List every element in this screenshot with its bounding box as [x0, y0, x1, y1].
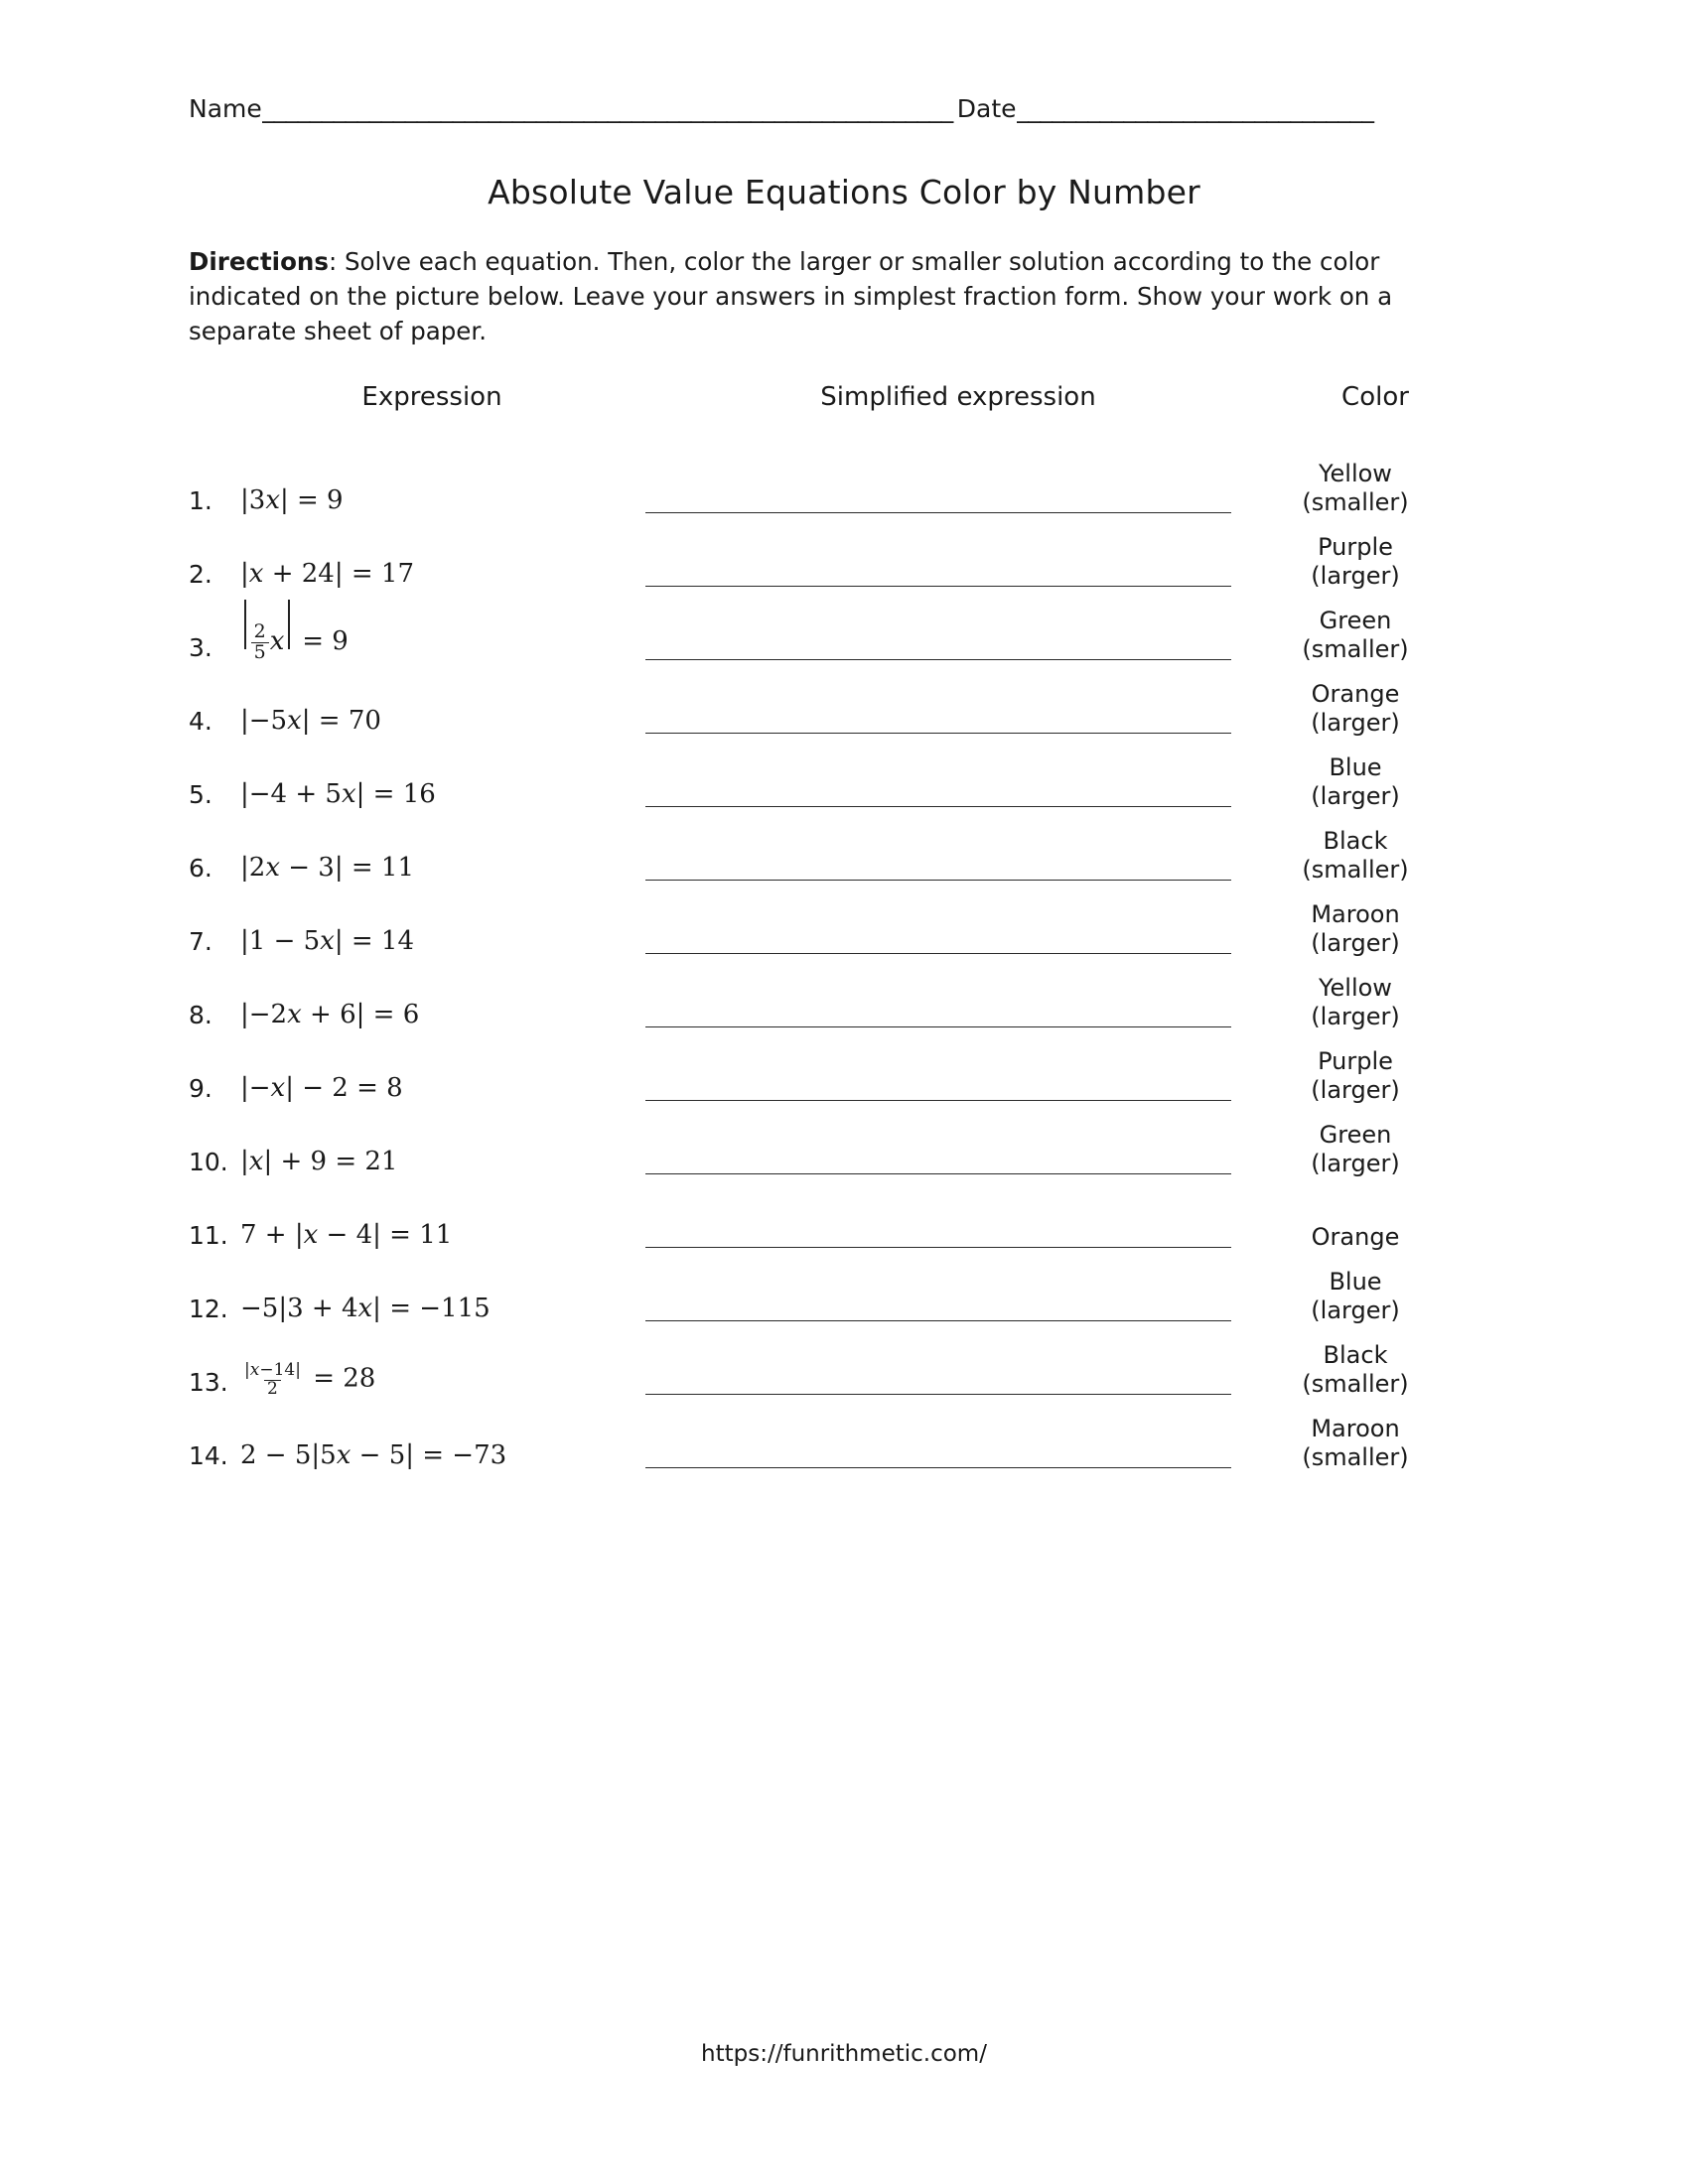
- color-name: Blue: [1329, 1267, 1382, 1296]
- problem-expression-cell: [189, 559, 635, 593]
- problem-number: 9.: [189, 1074, 212, 1104]
- column-header-color: Color: [1341, 382, 1409, 413]
- problem-equation: |x| + 9 = 21: [240, 1147, 398, 1177]
- color-solution-qualifier: (larger): [1311, 782, 1400, 811]
- color-instruction-cell: [1241, 900, 1470, 961]
- answer-blank-cell[interactable]: [635, 805, 1241, 813]
- problem-row: [189, 1107, 1499, 1180]
- color-name: Blue: [1329, 752, 1382, 781]
- problem-equation: |−5x| = 70: [240, 706, 381, 737]
- answer-blank-cell[interactable]: [635, 879, 1241, 887]
- color-instruction-cell: [1241, 974, 1470, 1034]
- page-title: Absolute Value Equations Color by Number: [488, 173, 1200, 211]
- color-name: Orange: [1311, 679, 1400, 708]
- problem-equation: |1 − 5x| = 14: [240, 926, 415, 957]
- problem-number: 13.: [189, 1368, 228, 1398]
- problem-expression-cell: [189, 1220, 635, 1254]
- color-solution-qualifier: (larger): [1311, 1150, 1400, 1178]
- answer-blank-cell[interactable]: [635, 1319, 1241, 1327]
- date-write-line[interactable]: ______________________________: [1016, 94, 1374, 123]
- color-instruction-cell: [1241, 1047, 1470, 1108]
- problem-row: [189, 960, 1499, 1033]
- answer-blank-line[interactable]: [645, 511, 1231, 513]
- problem-number: 6.: [189, 854, 212, 884]
- problem-equation: |−x| − 2 = 8: [240, 1073, 403, 1104]
- problem-expression-cell: [189, 1294, 635, 1327]
- answer-blank-line[interactable]: [645, 585, 1231, 587]
- color-instruction-cell: [1241, 460, 1470, 520]
- name-write-line[interactable]: __________________________________________________________: [261, 94, 953, 123]
- answer-blank-line[interactable]: [645, 879, 1231, 881]
- answer-blank-line[interactable]: [645, 1466, 1231, 1468]
- problem-row: [189, 446, 1499, 519]
- color-solution-qualifier: (larger): [1311, 1297, 1400, 1325]
- problem-equation: $\frac{2}{5}$ x = 9: [240, 600, 349, 662]
- color-name: Black: [1323, 826, 1388, 855]
- problem-number: 14.: [189, 1441, 228, 1471]
- color-name: Green: [1319, 606, 1392, 634]
- answer-blank-line[interactable]: [645, 952, 1231, 954]
- answer-blank-line[interactable]: [645, 1246, 1231, 1248]
- color-instruction-cell: [1241, 1341, 1470, 1402]
- problem-expression-cell: [189, 485, 635, 519]
- answer-blank-cell[interactable]: [635, 1246, 1241, 1254]
- problem-equation: |3x| = 9: [240, 485, 344, 516]
- answer-blank-cell[interactable]: [635, 952, 1241, 960]
- problem-equation: |−4 + 5x| = 16: [240, 779, 436, 810]
- problem-row: [189, 813, 1499, 887]
- directions-paragraph: [189, 245, 1465, 348]
- color-name: Black: [1323, 1340, 1388, 1369]
- color-instruction-cell: [1241, 1415, 1470, 1475]
- color-instruction-cell: [1241, 533, 1470, 594]
- color-instruction-cell: [1241, 1268, 1470, 1328]
- column-header-expression: Expression: [361, 382, 502, 413]
- problem-equation: $\frac{|x-14|}{2}$ = 28: [244, 1359, 376, 1399]
- column-header-simplified: Simplified expression: [820, 382, 1096, 413]
- color-name: Green: [1319, 1120, 1392, 1149]
- problem-equation: 2 − 5|5x − 5| = −73: [240, 1440, 507, 1471]
- problem-number: 10.: [189, 1148, 228, 1177]
- answer-blank-line[interactable]: [645, 1099, 1231, 1101]
- answer-blank-line[interactable]: [645, 1025, 1231, 1027]
- answer-blank-cell[interactable]: [635, 1172, 1241, 1180]
- problem-list: [189, 446, 1499, 1474]
- problem-expression-cell: [189, 1361, 635, 1402]
- problem-expression-cell: [189, 706, 635, 740]
- answer-blank-cell[interactable]: [635, 511, 1241, 519]
- answer-blank-cell[interactable]: [635, 1099, 1241, 1107]
- color-name: Yellow: [1319, 973, 1392, 1002]
- problem-row: [189, 593, 1499, 666]
- color-solution-qualifier: (larger): [1311, 709, 1400, 738]
- problem-expression-cell: [189, 600, 635, 666]
- problem-expression-cell: [189, 1440, 635, 1474]
- name-label: Name: [189, 94, 262, 123]
- column-headers: [189, 382, 1499, 412]
- problem-row: [189, 1254, 1499, 1327]
- problem-equation: |x + 24| = 17: [240, 559, 414, 590]
- problem-expression-cell: [189, 1073, 635, 1107]
- answer-blank-line[interactable]: [645, 805, 1231, 807]
- problem-number: 7.: [189, 927, 212, 957]
- problem-expression-cell: [189, 779, 635, 813]
- color-name: Maroon: [1311, 899, 1400, 928]
- problem-number: 4.: [189, 707, 212, 737]
- problem-row: [189, 740, 1499, 813]
- answer-blank-line[interactable]: [645, 1393, 1231, 1395]
- color-solution-qualifier: (larger): [1311, 562, 1400, 591]
- color-solution-qualifier: (smaller): [1302, 488, 1409, 517]
- problem-equation: |−2x + 6| = 6: [240, 1000, 420, 1030]
- color-solution-qualifier: (larger): [1311, 929, 1400, 958]
- name-date-row: [189, 94, 1499, 123]
- color-solution-qualifier: (larger): [1311, 1003, 1400, 1031]
- answer-blank-line[interactable]: [645, 1319, 1231, 1321]
- directions-label: Directions: [189, 247, 329, 276]
- problem-expression-cell: [189, 1000, 635, 1033]
- answer-blank-cell[interactable]: [635, 585, 1241, 593]
- problem-equation: |2x − 3| = 11: [240, 853, 414, 884]
- problem-number: 1.: [189, 486, 212, 516]
- problem-row: [189, 1327, 1499, 1401]
- problem-row: [189, 1180, 1499, 1254]
- problem-row: [189, 519, 1499, 593]
- problem-number: 11.: [189, 1221, 228, 1251]
- problem-row: [189, 1401, 1499, 1474]
- problem-expression-cell: [189, 853, 635, 887]
- problem-row: [189, 666, 1499, 740]
- color-name: Yellow: [1319, 459, 1392, 487]
- color-instruction-cell: [1241, 1121, 1470, 1181]
- answer-blank-line[interactable]: [645, 658, 1231, 660]
- answer-blank-cell[interactable]: [635, 1466, 1241, 1474]
- problem-number: 2.: [189, 560, 212, 590]
- color-instruction-cell: [1241, 1223, 1470, 1254]
- problem-row: [189, 887, 1499, 960]
- color-solution-qualifier: (smaller): [1302, 635, 1409, 664]
- problem-number: 3.: [189, 633, 212, 663]
- answer-blank-cell[interactable]: [635, 1393, 1241, 1401]
- footer-url: https://funrithmetic.com/: [701, 2041, 987, 2067]
- problem-equation: 7 + |x − 4| = 11: [240, 1220, 453, 1251]
- problem-equation: −5|3 + 4x| = −115: [240, 1294, 491, 1324]
- answer-blank-cell[interactable]: [635, 658, 1241, 666]
- problem-number: 8.: [189, 1001, 212, 1030]
- color-solution-qualifier: (smaller): [1302, 1443, 1409, 1472]
- problem-row: [189, 1033, 1499, 1107]
- color-instruction-cell: [1241, 827, 1470, 887]
- color-name: Maroon: [1311, 1414, 1400, 1442]
- problem-number: 12.: [189, 1295, 228, 1324]
- color-solution-qualifier: (smaller): [1302, 1370, 1409, 1399]
- color-instruction-cell: [1241, 753, 1470, 814]
- date-label: Date: [956, 94, 1017, 123]
- color-name: Purple: [1318, 1046, 1393, 1075]
- problem-expression-cell: [189, 1147, 635, 1180]
- answer-blank-cell[interactable]: [635, 732, 1241, 740]
- answer-blank-cell[interactable]: [635, 1025, 1241, 1033]
- color-instruction-cell: [1241, 607, 1470, 667]
- color-solution-qualifier: (smaller): [1302, 856, 1409, 885]
- problem-number: 5.: [189, 780, 212, 810]
- answer-blank-line[interactable]: [645, 732, 1231, 734]
- directions-text: : Solve each equation. Then, color the larger or smaller solution according to the color indicated on the picture below. Leave your answers in simplest fraction form. Show your work on a separate sheet of paper.: [189, 247, 1393, 345]
- color-name: Purple: [1318, 532, 1393, 561]
- color-instruction-cell: [1241, 680, 1470, 741]
- color-solution-qualifier: (larger): [1311, 1076, 1400, 1105]
- color-name: Orange: [1311, 1223, 1400, 1252]
- problem-expression-cell: [189, 926, 635, 960]
- answer-blank-line[interactable]: [645, 1172, 1231, 1174]
